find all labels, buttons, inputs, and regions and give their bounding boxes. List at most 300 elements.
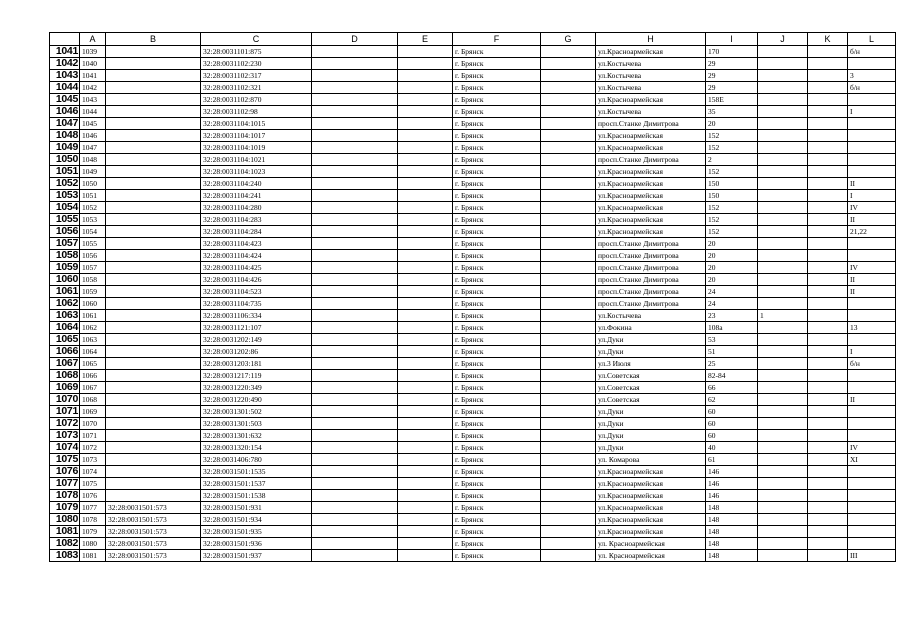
- cell-a[interactable]: 1074: [80, 466, 106, 478]
- cell-h[interactable]: просп.Станке Димитрова: [596, 298, 706, 310]
- cell-c[interactable]: 32:28:0031104:424: [201, 250, 312, 262]
- cell-f[interactable]: г. Брянск: [453, 346, 541, 358]
- cell-d[interactable]: [312, 82, 398, 94]
- cell-j[interactable]: [758, 526, 808, 538]
- row-number-cell[interactable]: 1052: [50, 178, 80, 190]
- row-number-cell[interactable]: 1074: [50, 442, 80, 454]
- cell-f[interactable]: г. Брянск: [453, 406, 541, 418]
- cell-f[interactable]: г. Брянск: [453, 442, 541, 454]
- cell-b[interactable]: [106, 274, 201, 286]
- cell-l[interactable]: б/н: [848, 46, 896, 58]
- row-number-cell[interactable]: 1045: [50, 94, 80, 106]
- cell-j[interactable]: [758, 322, 808, 334]
- cell-e[interactable]: [398, 286, 453, 298]
- cell-e[interactable]: [398, 94, 453, 106]
- cell-k[interactable]: [808, 490, 848, 502]
- cell-i[interactable]: 148: [706, 526, 758, 538]
- cell-b[interactable]: [106, 130, 201, 142]
- cell-c[interactable]: 32:28:0031101:875: [201, 46, 312, 58]
- cell-e[interactable]: [398, 274, 453, 286]
- cell-k[interactable]: [808, 298, 848, 310]
- cell-l[interactable]: б/н: [848, 82, 896, 94]
- cell-k[interactable]: [808, 394, 848, 406]
- cell-c[interactable]: 32:28:0031501:1538: [201, 490, 312, 502]
- cell-d[interactable]: [312, 394, 398, 406]
- row-number-cell[interactable]: 1049: [50, 142, 80, 154]
- cell-a[interactable]: 1041: [80, 70, 106, 82]
- cell-i[interactable]: 148: [706, 502, 758, 514]
- cell-f[interactable]: г. Брянск: [453, 514, 541, 526]
- cell-a[interactable]: 1065: [80, 358, 106, 370]
- cell-j[interactable]: [758, 46, 808, 58]
- cell-i[interactable]: 152: [706, 214, 758, 226]
- cell-e[interactable]: [398, 214, 453, 226]
- cell-d[interactable]: [312, 334, 398, 346]
- cell-j[interactable]: [758, 202, 808, 214]
- row-number-cell[interactable]: 1057: [50, 238, 80, 250]
- cell-i[interactable]: 20: [706, 118, 758, 130]
- cell-g[interactable]: [541, 430, 596, 442]
- cell-i[interactable]: 150: [706, 178, 758, 190]
- cell-j[interactable]: [758, 94, 808, 106]
- cell-a[interactable]: 1056: [80, 250, 106, 262]
- cell-d[interactable]: [312, 154, 398, 166]
- cell-g[interactable]: [541, 166, 596, 178]
- cell-i[interactable]: 29: [706, 58, 758, 70]
- cell-b[interactable]: [106, 394, 201, 406]
- cell-f[interactable]: г. Брянск: [453, 82, 541, 94]
- cell-h[interactable]: ул.Красноармейская: [596, 166, 706, 178]
- cell-l[interactable]: 13: [848, 322, 896, 334]
- cell-k[interactable]: [808, 274, 848, 286]
- cell-d[interactable]: [312, 70, 398, 82]
- cell-d[interactable]: [312, 130, 398, 142]
- cell-d[interactable]: [312, 178, 398, 190]
- cell-f[interactable]: г. Брянск: [453, 454, 541, 466]
- cell-i[interactable]: 170: [706, 46, 758, 58]
- cell-i[interactable]: 29: [706, 70, 758, 82]
- cell-a[interactable]: 1051: [80, 190, 106, 202]
- cell-l[interactable]: I: [848, 190, 896, 202]
- cell-a[interactable]: 1072: [80, 442, 106, 454]
- cell-d[interactable]: [312, 58, 398, 70]
- cell-j[interactable]: [758, 262, 808, 274]
- cell-h[interactable]: ул.Красноармейская: [596, 46, 706, 58]
- cell-l[interactable]: II: [848, 178, 896, 190]
- cell-k[interactable]: [808, 178, 848, 190]
- cell-d[interactable]: [312, 322, 398, 334]
- cell-l[interactable]: II: [848, 394, 896, 406]
- cell-f[interactable]: г. Брянск: [453, 130, 541, 142]
- cell-d[interactable]: [312, 382, 398, 394]
- cell-f[interactable]: г. Брянск: [453, 166, 541, 178]
- cell-e[interactable]: [398, 382, 453, 394]
- cell-k[interactable]: [808, 454, 848, 466]
- cell-k[interactable]: [808, 262, 848, 274]
- cell-b[interactable]: [106, 106, 201, 118]
- cell-b[interactable]: [106, 166, 201, 178]
- cell-g[interactable]: [541, 70, 596, 82]
- cell-k[interactable]: [808, 250, 848, 262]
- cell-k[interactable]: [808, 238, 848, 250]
- cell-l[interactable]: [848, 238, 896, 250]
- cell-l[interactable]: I: [848, 106, 896, 118]
- cell-f[interactable]: г. Брянск: [453, 490, 541, 502]
- cell-k[interactable]: [808, 142, 848, 154]
- cell-f[interactable]: г. Брянск: [453, 286, 541, 298]
- cell-e[interactable]: [398, 298, 453, 310]
- cell-e[interactable]: [398, 70, 453, 82]
- cell-h[interactable]: ул.Дуки: [596, 418, 706, 430]
- cell-j[interactable]: [758, 58, 808, 70]
- cell-f[interactable]: г. Брянск: [453, 478, 541, 490]
- cell-g[interactable]: [541, 226, 596, 238]
- cell-b[interactable]: [106, 118, 201, 130]
- cell-c[interactable]: 32:28:0031104:241: [201, 190, 312, 202]
- cell-a[interactable]: 1062: [80, 322, 106, 334]
- cell-a[interactable]: 1066: [80, 370, 106, 382]
- cell-g[interactable]: [541, 526, 596, 538]
- cell-b[interactable]: [106, 454, 201, 466]
- cell-h[interactable]: ул.Красноармейская: [596, 202, 706, 214]
- column-header-g[interactable]: G: [541, 33, 596, 46]
- cell-i[interactable]: 53: [706, 334, 758, 346]
- cell-g[interactable]: [541, 130, 596, 142]
- row-number-cell[interactable]: 1042: [50, 58, 80, 70]
- cell-i[interactable]: 23: [706, 310, 758, 322]
- cell-a[interactable]: 1039: [80, 46, 106, 58]
- cell-g[interactable]: [541, 94, 596, 106]
- cell-e[interactable]: [398, 454, 453, 466]
- cell-i[interactable]: 152: [706, 202, 758, 214]
- cell-g[interactable]: [541, 298, 596, 310]
- cell-d[interactable]: [312, 478, 398, 490]
- cell-d[interactable]: [312, 226, 398, 238]
- cell-k[interactable]: [808, 82, 848, 94]
- cell-g[interactable]: [541, 382, 596, 394]
- cell-l[interactable]: [848, 430, 896, 442]
- cell-i[interactable]: 152: [706, 130, 758, 142]
- cell-j[interactable]: [758, 418, 808, 430]
- cell-e[interactable]: [398, 490, 453, 502]
- cell-a[interactable]: 1046: [80, 130, 106, 142]
- row-number-cell[interactable]: 1066: [50, 346, 80, 358]
- cell-j[interactable]: [758, 478, 808, 490]
- cell-a[interactable]: 1050: [80, 178, 106, 190]
- cell-i[interactable]: 60: [706, 418, 758, 430]
- cell-c[interactable]: 32:28:0031104:283: [201, 214, 312, 226]
- cell-b[interactable]: [106, 154, 201, 166]
- cell-e[interactable]: [398, 154, 453, 166]
- cell-b[interactable]: [106, 298, 201, 310]
- cell-c[interactable]: 32:28:0031102:870: [201, 94, 312, 106]
- cell-b[interactable]: [106, 286, 201, 298]
- cell-k[interactable]: [808, 442, 848, 454]
- cell-k[interactable]: [808, 526, 848, 538]
- cell-c[interactable]: 32:28:0031501:931: [201, 502, 312, 514]
- cell-l[interactable]: [848, 310, 896, 322]
- row-number-cell[interactable]: 1048: [50, 130, 80, 142]
- cell-h[interactable]: ул.Красноармейская: [596, 130, 706, 142]
- cell-d[interactable]: [312, 550, 398, 562]
- cell-c[interactable]: 32:28:0031104:1021: [201, 154, 312, 166]
- cell-i[interactable]: 20: [706, 262, 758, 274]
- cell-j[interactable]: 1: [758, 310, 808, 322]
- cell-c[interactable]: 32:28:0031501:934: [201, 514, 312, 526]
- cell-b[interactable]: 32:28:0031501:573: [106, 526, 201, 538]
- cell-g[interactable]: [541, 322, 596, 334]
- cell-j[interactable]: [758, 82, 808, 94]
- cell-l[interactable]: [848, 250, 896, 262]
- cell-f[interactable]: г. Брянск: [453, 46, 541, 58]
- cell-b[interactable]: 32:28:0031501:573: [106, 538, 201, 550]
- cell-f[interactable]: г. Брянск: [453, 250, 541, 262]
- cell-h[interactable]: ул.Костычева: [596, 310, 706, 322]
- cell-a[interactable]: 1045: [80, 118, 106, 130]
- cell-l[interactable]: [848, 418, 896, 430]
- cell-g[interactable]: [541, 310, 596, 322]
- cell-i[interactable]: 62: [706, 394, 758, 406]
- cell-c[interactable]: 32:28:0031104:240: [201, 178, 312, 190]
- row-number-cell[interactable]: 1046: [50, 106, 80, 118]
- cell-c[interactable]: 32:28:0031104:1023: [201, 166, 312, 178]
- cell-f[interactable]: г. Брянск: [453, 538, 541, 550]
- cell-g[interactable]: [541, 286, 596, 298]
- cell-h[interactable]: ул.Дуки: [596, 430, 706, 442]
- cell-d[interactable]: [312, 298, 398, 310]
- cell-b[interactable]: [106, 346, 201, 358]
- cell-l[interactable]: [848, 406, 896, 418]
- row-number-cell[interactable]: 1071: [50, 406, 80, 418]
- cell-f[interactable]: г. Брянск: [453, 94, 541, 106]
- cell-c[interactable]: 32:28:0031501:936: [201, 538, 312, 550]
- cell-a[interactable]: 1080: [80, 538, 106, 550]
- cell-k[interactable]: [808, 418, 848, 430]
- cell-l[interactable]: 3: [848, 70, 896, 82]
- cell-k[interactable]: [808, 190, 848, 202]
- cell-i[interactable]: 24: [706, 286, 758, 298]
- cell-h[interactable]: ул. Комарова: [596, 454, 706, 466]
- cell-g[interactable]: [541, 154, 596, 166]
- cell-b[interactable]: [106, 250, 201, 262]
- cell-l[interactable]: II: [848, 286, 896, 298]
- cell-g[interactable]: [541, 262, 596, 274]
- cell-c[interactable]: 32:28:0031406:780: [201, 454, 312, 466]
- cell-g[interactable]: [541, 58, 596, 70]
- cell-h[interactable]: просп.Станке Димитрова: [596, 250, 706, 262]
- cell-b[interactable]: [106, 322, 201, 334]
- cell-c[interactable]: 32:28:0031501:937: [201, 550, 312, 562]
- cell-e[interactable]: [398, 370, 453, 382]
- cell-i[interactable]: 60: [706, 406, 758, 418]
- cell-k[interactable]: [808, 370, 848, 382]
- cell-h[interactable]: ул.Красноармейская: [596, 214, 706, 226]
- cell-k[interactable]: [808, 58, 848, 70]
- row-number-cell[interactable]: 1044: [50, 82, 80, 94]
- cell-e[interactable]: [398, 142, 453, 154]
- cell-j[interactable]: [758, 346, 808, 358]
- cell-c[interactable]: 32:28:0031102:230: [201, 58, 312, 70]
- cell-a[interactable]: 1079: [80, 526, 106, 538]
- cell-l[interactable]: [848, 298, 896, 310]
- cell-j[interactable]: [758, 238, 808, 250]
- cell-b[interactable]: [106, 466, 201, 478]
- cell-h[interactable]: просп.Станке Димитрова: [596, 286, 706, 298]
- cell-b[interactable]: [106, 334, 201, 346]
- cell-f[interactable]: г. Брянск: [453, 418, 541, 430]
- cell-g[interactable]: [541, 406, 596, 418]
- cell-a[interactable]: 1063: [80, 334, 106, 346]
- cell-f[interactable]: г. Брянск: [453, 202, 541, 214]
- cell-j[interactable]: [758, 442, 808, 454]
- cell-i[interactable]: 82-84: [706, 370, 758, 382]
- cell-l[interactable]: [848, 94, 896, 106]
- row-number-cell[interactable]: 1080: [50, 514, 80, 526]
- cell-l[interactable]: [848, 154, 896, 166]
- cell-c[interactable]: 32:28:0031121:107: [201, 322, 312, 334]
- cell-b[interactable]: [106, 262, 201, 274]
- cell-c[interactable]: 32:28:0031104:423: [201, 238, 312, 250]
- cell-d[interactable]: [312, 238, 398, 250]
- cell-c[interactable]: 32:28:0031202:149: [201, 334, 312, 346]
- cell-f[interactable]: г. Брянск: [453, 322, 541, 334]
- cell-k[interactable]: [808, 466, 848, 478]
- cell-g[interactable]: [541, 538, 596, 550]
- cell-e[interactable]: [398, 466, 453, 478]
- cell-l[interactable]: б/н: [848, 358, 896, 370]
- cell-b[interactable]: [106, 46, 201, 58]
- cell-f[interactable]: г. Брянск: [453, 214, 541, 226]
- cell-e[interactable]: [398, 334, 453, 346]
- cell-e[interactable]: [398, 130, 453, 142]
- cell-c[interactable]: 32:28:0031501:1537: [201, 478, 312, 490]
- cell-d[interactable]: [312, 286, 398, 298]
- cell-g[interactable]: [541, 346, 596, 358]
- cell-k[interactable]: [808, 406, 848, 418]
- cell-i[interactable]: 2: [706, 154, 758, 166]
- cell-b[interactable]: [106, 82, 201, 94]
- cell-a[interactable]: 1069: [80, 406, 106, 418]
- cell-b[interactable]: [106, 94, 201, 106]
- cell-j[interactable]: [758, 502, 808, 514]
- row-number-cell[interactable]: 1050: [50, 154, 80, 166]
- cell-k[interactable]: [808, 382, 848, 394]
- cell-f[interactable]: г. Брянск: [453, 238, 541, 250]
- cell-i[interactable]: 108а: [706, 322, 758, 334]
- cell-l[interactable]: [848, 538, 896, 550]
- row-number-cell[interactable]: 1056: [50, 226, 80, 238]
- cell-i[interactable]: 148: [706, 514, 758, 526]
- cell-c[interactable]: 32:28:0031104:284: [201, 226, 312, 238]
- cell-k[interactable]: [808, 538, 848, 550]
- cell-l[interactable]: [848, 142, 896, 154]
- cell-a[interactable]: 1049: [80, 166, 106, 178]
- cell-h[interactable]: ул.Красноармейская: [596, 226, 706, 238]
- row-number-cell[interactable]: 1064: [50, 322, 80, 334]
- column-header-e[interactable]: E: [398, 33, 453, 46]
- cell-l[interactable]: [848, 58, 896, 70]
- cell-h[interactable]: ул.Красноармейская: [596, 466, 706, 478]
- cell-a[interactable]: 1081: [80, 550, 106, 562]
- cell-k[interactable]: [808, 70, 848, 82]
- cell-i[interactable]: 152: [706, 226, 758, 238]
- cell-c[interactable]: 32:28:0031203:181: [201, 358, 312, 370]
- cell-k[interactable]: [808, 46, 848, 58]
- cell-i[interactable]: 25: [706, 358, 758, 370]
- cell-b[interactable]: [106, 430, 201, 442]
- column-header-l[interactable]: L: [848, 33, 896, 46]
- cell-i[interactable]: 146: [706, 466, 758, 478]
- cell-k[interactable]: [808, 358, 848, 370]
- cell-b[interactable]: [106, 202, 201, 214]
- cell-d[interactable]: [312, 142, 398, 154]
- row-number-cell[interactable]: 1054: [50, 202, 80, 214]
- cell-e[interactable]: [398, 442, 453, 454]
- cell-i[interactable]: 61: [706, 454, 758, 466]
- cell-g[interactable]: [541, 514, 596, 526]
- column-header-k[interactable]: K: [808, 33, 848, 46]
- cell-d[interactable]: [312, 262, 398, 274]
- cell-g[interactable]: [541, 250, 596, 262]
- cell-b[interactable]: 32:28:0031501:573: [106, 502, 201, 514]
- cell-k[interactable]: [808, 106, 848, 118]
- cell-b[interactable]: [106, 310, 201, 322]
- row-number-cell[interactable]: 1059: [50, 262, 80, 274]
- cell-c[interactable]: 32:28:0031501:1535: [201, 466, 312, 478]
- cell-f[interactable]: г. Брянск: [453, 310, 541, 322]
- cell-j[interactable]: [758, 178, 808, 190]
- cell-e[interactable]: [398, 238, 453, 250]
- cell-h[interactable]: ул.Костычева: [596, 82, 706, 94]
- cell-c[interactable]: 32:28:0031217:119: [201, 370, 312, 382]
- cell-f[interactable]: г. Брянск: [453, 358, 541, 370]
- row-number-cell[interactable]: 1079: [50, 502, 80, 514]
- cell-e[interactable]: [398, 550, 453, 562]
- row-number-cell[interactable]: 1065: [50, 334, 80, 346]
- cell-h[interactable]: ул.Костычева: [596, 70, 706, 82]
- cell-d[interactable]: [312, 358, 398, 370]
- cell-b[interactable]: [106, 190, 201, 202]
- cell-g[interactable]: [541, 454, 596, 466]
- cell-d[interactable]: [312, 250, 398, 262]
- cell-e[interactable]: [398, 58, 453, 70]
- cell-d[interactable]: [312, 106, 398, 118]
- cell-i[interactable]: 40: [706, 442, 758, 454]
- cell-c[interactable]: 32:28:0031104:735: [201, 298, 312, 310]
- cell-j[interactable]: [758, 466, 808, 478]
- cell-g[interactable]: [541, 466, 596, 478]
- cell-a[interactable]: 1043: [80, 94, 106, 106]
- row-number-cell[interactable]: 1047: [50, 118, 80, 130]
- cell-g[interactable]: [541, 214, 596, 226]
- cell-j[interactable]: [758, 250, 808, 262]
- cell-h[interactable]: ул.Красноармейская: [596, 94, 706, 106]
- cell-j[interactable]: [758, 130, 808, 142]
- cell-j[interactable]: [758, 514, 808, 526]
- row-number-cell[interactable]: 1068: [50, 370, 80, 382]
- cell-j[interactable]: [758, 406, 808, 418]
- cell-g[interactable]: [541, 106, 596, 118]
- cell-l[interactable]: [848, 514, 896, 526]
- cell-d[interactable]: [312, 538, 398, 550]
- cell-c[interactable]: 32:28:0031104:280: [201, 202, 312, 214]
- cell-c[interactable]: 32:28:0031301:632: [201, 430, 312, 442]
- cell-a[interactable]: 1052: [80, 202, 106, 214]
- cell-a[interactable]: 1055: [80, 238, 106, 250]
- cell-k[interactable]: [808, 94, 848, 106]
- cell-f[interactable]: г. Брянск: [453, 154, 541, 166]
- cell-i[interactable]: 29: [706, 82, 758, 94]
